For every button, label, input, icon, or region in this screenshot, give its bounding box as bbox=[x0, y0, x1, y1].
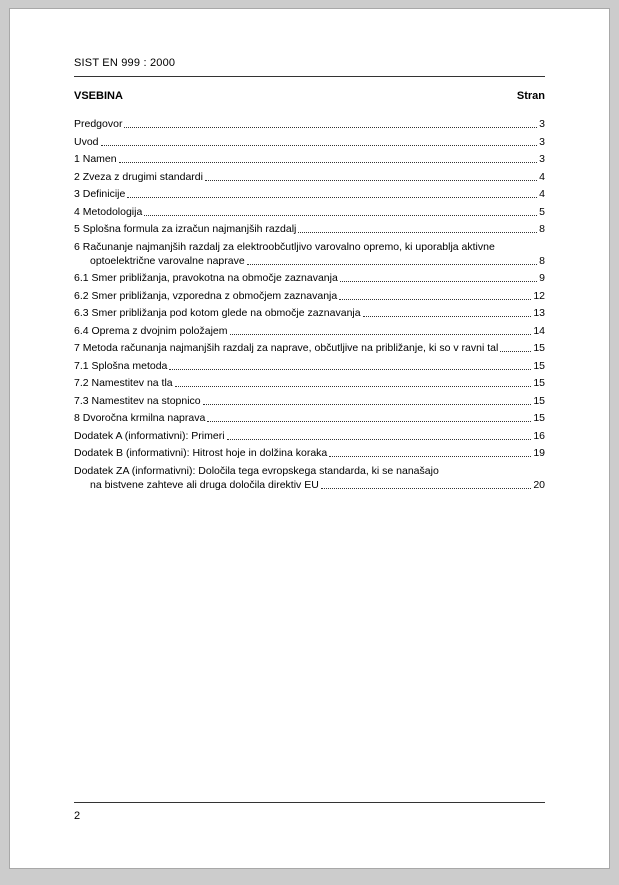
toc-entry-label: 2 Zveza z drugimi standardi bbox=[74, 170, 203, 183]
toc-leader-dots bbox=[298, 232, 537, 233]
footer-rule bbox=[74, 802, 545, 803]
toc-entry bbox=[74, 170, 545, 184]
toc-entry-page: 19 bbox=[533, 447, 545, 459]
toc-entry-label: 1 Namen bbox=[74, 153, 117, 165]
toc-leader-dots bbox=[119, 162, 538, 163]
toc-entry bbox=[74, 324, 545, 338]
toc-entry-label: 8 Dvoročna krmilna naprava bbox=[74, 412, 206, 424]
toc-entry-page: 3 bbox=[539, 135, 545, 148]
toc-leader-dots bbox=[144, 215, 537, 216]
toc-leader-dots bbox=[203, 404, 532, 405]
toc-entry-page: 20 bbox=[533, 478, 545, 491]
toc-entry-label: Predgovor bbox=[74, 118, 123, 130]
toc-leader-dots bbox=[169, 369, 531, 370]
toc-entry bbox=[74, 205, 545, 219]
toc-entry-label: Dodatek B (informativni): Hitrost hoje in dolžina koraka bbox=[74, 447, 328, 459]
toc-entry bbox=[74, 289, 545, 303]
toc-entry-page: 16 bbox=[533, 429, 545, 442]
toc-leader-dots bbox=[124, 127, 537, 128]
toc-entry-page: 8 bbox=[539, 254, 545, 267]
toc-page-column-header: Stran bbox=[516, 90, 545, 102]
toc-entry-page: 15 bbox=[533, 377, 545, 389]
toc-entry-page: 14 bbox=[533, 324, 545, 337]
toc-entry-page: 8 bbox=[539, 223, 545, 235]
toc-entry-page: 15 bbox=[533, 412, 545, 424]
toc-entry-label: 6.1 Smer približanja, pravokotna na območje zaznavanja bbox=[74, 272, 338, 284]
toc-entry bbox=[74, 341, 545, 355]
toc-entry-label-continued: optoelektrične varovalne naprave bbox=[90, 254, 245, 267]
toc-entry-label: 6.2 Smer približanja, vzporedna z območjem zaznavanja bbox=[74, 289, 338, 302]
toc-entry-label: Uvod bbox=[74, 135, 99, 148]
toc-entry bbox=[74, 306, 545, 320]
toc-entry bbox=[74, 222, 545, 236]
toc-entry-label: 7 Metoda računanja najmanjših razdalj za naprave, občutljive na približanje, ki so v ravni tal bbox=[74, 342, 499, 354]
toc-entry-label: 6 Računanje najmanjših razdalj za elektroobčutljivo varovalno opremo, ki uporablja aktivne bbox=[74, 240, 495, 253]
toc-entry-label: 4 Metodologija bbox=[74, 205, 143, 218]
toc-entry-page: 15 bbox=[533, 342, 545, 354]
document-page bbox=[9, 8, 610, 869]
toc-entry-label: 3 Definicije bbox=[74, 188, 126, 200]
toc-entry-page: 3 bbox=[539, 153, 545, 165]
footer-page-number: 2 bbox=[74, 810, 81, 822]
toc-leader-dots bbox=[175, 386, 532, 387]
toc-entry-label: 6.3 Smer približanja pod kotom glede na območje zaznavanja bbox=[74, 307, 361, 319]
toc-entry-page: 5 bbox=[539, 205, 545, 218]
toc-entry-label: 7.1 Splošna metoda bbox=[74, 359, 168, 372]
toc-entry-page: 13 bbox=[533, 307, 545, 319]
document-reference: SIST EN 999 : 2000 bbox=[74, 57, 176, 69]
toc-leader-dots bbox=[500, 351, 531, 352]
toc-entry-page: 4 bbox=[539, 170, 545, 183]
toc-leader-dots bbox=[230, 334, 532, 335]
toc-entry-page: 12 bbox=[533, 289, 545, 302]
toc-entry-label: 6.4 Oprema z dvojnim položajem bbox=[74, 324, 228, 337]
toc-entry bbox=[74, 411, 545, 425]
toc-entry-page: 4 bbox=[539, 188, 545, 200]
toc-entry bbox=[74, 446, 545, 460]
toc-entry bbox=[74, 271, 545, 285]
toc-entry-label: 7.3 Namestitev na stopnico bbox=[74, 394, 201, 407]
toc-leader-dots bbox=[363, 316, 532, 317]
toc-leader-dots bbox=[207, 421, 531, 422]
page-footer bbox=[74, 802, 545, 822]
toc-entry-label-continued: na bistvene zahteve ali druga določila direktiv EU bbox=[90, 478, 319, 491]
toc-entry bbox=[74, 429, 545, 443]
toc-entry-page: 15 bbox=[533, 394, 545, 407]
toc-leader-dots bbox=[227, 439, 532, 440]
toc-leader-dots bbox=[339, 299, 531, 300]
toc-leader-dots bbox=[205, 180, 537, 181]
toc-entry-page: 9 bbox=[539, 272, 545, 284]
toc-entry bbox=[74, 135, 545, 149]
toc-entry bbox=[74, 394, 545, 408]
toc-entry bbox=[74, 187, 545, 201]
toc-entry-page: 3 bbox=[539, 118, 545, 130]
toc-entry bbox=[74, 117, 545, 131]
toc-entry bbox=[74, 464, 545, 492]
toc-leader-dots bbox=[247, 264, 537, 265]
toc-entry-label: Dodatek ZA (informativni): Določila tega evropskega standarda, ki se nanašajo bbox=[74, 464, 439, 477]
toc-entry bbox=[74, 240, 545, 268]
toc-entry-page: 15 bbox=[533, 359, 545, 372]
toc-title: VSEBINA bbox=[74, 90, 123, 102]
toc-entry bbox=[74, 359, 545, 373]
toc-entry-list bbox=[74, 117, 545, 492]
toc-leader-dots bbox=[321, 488, 532, 489]
toc-entry-label: 5 Splošna formula za izračun najmanjših razdalj bbox=[74, 223, 297, 235]
toc-leader-dots bbox=[101, 145, 538, 146]
toc-entry-label: Dodatek A (informativni): Primeri bbox=[74, 429, 225, 442]
toc-entry-label: 7.2 Namestitev na tla bbox=[74, 377, 173, 389]
toc-leader-dots bbox=[329, 456, 531, 457]
toc-leader-dots bbox=[127, 197, 537, 198]
header-rule bbox=[74, 76, 545, 77]
toc-entry bbox=[74, 376, 545, 390]
toc-leader-dots bbox=[340, 281, 537, 282]
toc-entry bbox=[74, 152, 545, 166]
